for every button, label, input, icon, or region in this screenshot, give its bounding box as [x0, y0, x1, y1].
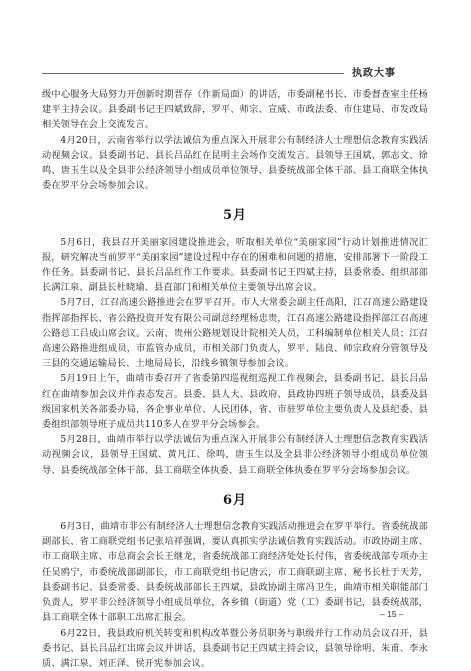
may-paragraph-3: 5月19日上午，曲靖市委召开了省委第四巡视组巡视工作视频会，县委副书记、县长吕品红在曲靖参加会议并作表态发言。县委、县人大、县政府、县政协四班子领导成员，县委及县级国家机关各部委办局，各企事业单位、人民团体，省、市驻罗单位主要负责人及县纪委、县委组织部领导班子成员共110多人在罗平分会场参会。 — [42, 371, 428, 432]
page-number: – 15 – — [380, 609, 404, 619]
section-header-title: 执政大事 — [352, 64, 396, 79]
header-rule — [42, 73, 344, 74]
month-heading-june: 6月 — [42, 493, 428, 508]
june-paragraph-1: 6月3日，曲靖市非公有制经济人士理想信念教育实践活动推进会在罗平举行。省委统战部副部长、省工商联党组书记张培祥强调，要认真抓实学法诚信教育实践活动。市政协副主席、市工商联主席、市总商会会长王继龙，省委统战部工商经济处处长付伟，省委统战部专项办主任吴鸥宁，市委统战部副部长，市工商联党组书记唐云，市工商联副主席、秘书长杜于天芳，县委副书记、县委常委、县委统战部部长王四斌，县政协副主席冯卫生，曲靖市相关职能部门负责人，罗平非公经济领导小组成员单位，各乡镇（街道）党（工）委副书记，县委统战部，县工商联全体十部职工出席汇报会。 — [42, 519, 428, 625]
intro-paragraph-2: 4月20日，云南省举行以学法诚信为重点深入开展非公有制经济人士理想信念教育实践活动视频会议。县委副书记、县长吕品红在昆明主会场作交流发言。县领导王国斌、郭志文、徐鸣、唐玉生以及全县非公经济领导小组成员单位领导、县委统战部全体干部、县工商联全体执委在罗平分会场参加会议。 — [42, 133, 428, 194]
month-heading-may: 5月 — [42, 208, 428, 223]
page-content — [42, 87, 428, 671]
may-paragraph-2: 5月7日，江召高速公路推进会在罗平召开。市人大常委会副主任高阳，江召高速公路建设指挥部指挥长、省公路投资开发有限公司副总经理杨忠贵，江召高速公路建设指挥部江召高速公路总工吕成山席会议。云南、贵州公路规划设计院相关人员，工科编制单位相关人员；江召高速公路推进组成员，市监管办成员，市相关部门负责人，罗平、陆良、师宗政府分管领导及三县的交通运输局长、土地局局长，沿线乡镇领导参加会议。 — [42, 295, 428, 371]
june-paragraph-2: 6月22日，我县政府机关转变和机构改革暨公务员职务与职级并行工作动员会议召开，县委书记、县长吕品红出席会议并讲话，县委副书记王四斌主持会议，县领导徐明、朱甫、李永质、满江泉、刘正泽、侯开宪参加会议。 — [42, 626, 428, 671]
may-paragraph-4: 5月28日，曲靖市举行以学法诚信为重点深入开展非公有制经济人士理想信念教育实践活动视频会议，县领导王国斌、黄凡江、徐鸣，唐玉生以及全县非公经济领导小组成员单位领导、县委统战部全体干部、县工商联全体执委、县工商联全体执委在罗平分会场参加会议。 — [42, 432, 428, 478]
may-paragraph-1: 5月6日，我县召开美丽家园建设推进会，听取相关单位“美丽家园”行动计划推进情况汇报，研究解决当前罗平“美丽家园”建设过程中存在的困难和问题的措施，安排部署下一阶段工作任务。县委副书记、县长吕品红作工作要求。县委副书记王四斌主持，县委常委、组织部部长满江泉、副县长杜晓瑜、县直部门和相关单位主要领导出席会议。 — [42, 235, 428, 296]
intro-paragraph-1: 级中心服务大局努力开创新时期晋存（作新局面）的讲话，市委副秘书长、市委督查室主任杨建平主持会议。县委副书记王四斌致辞，罗平、师宗、宣威、市政法委、市住建局、市发改局相关领导在会上交流发言。 — [42, 87, 428, 133]
